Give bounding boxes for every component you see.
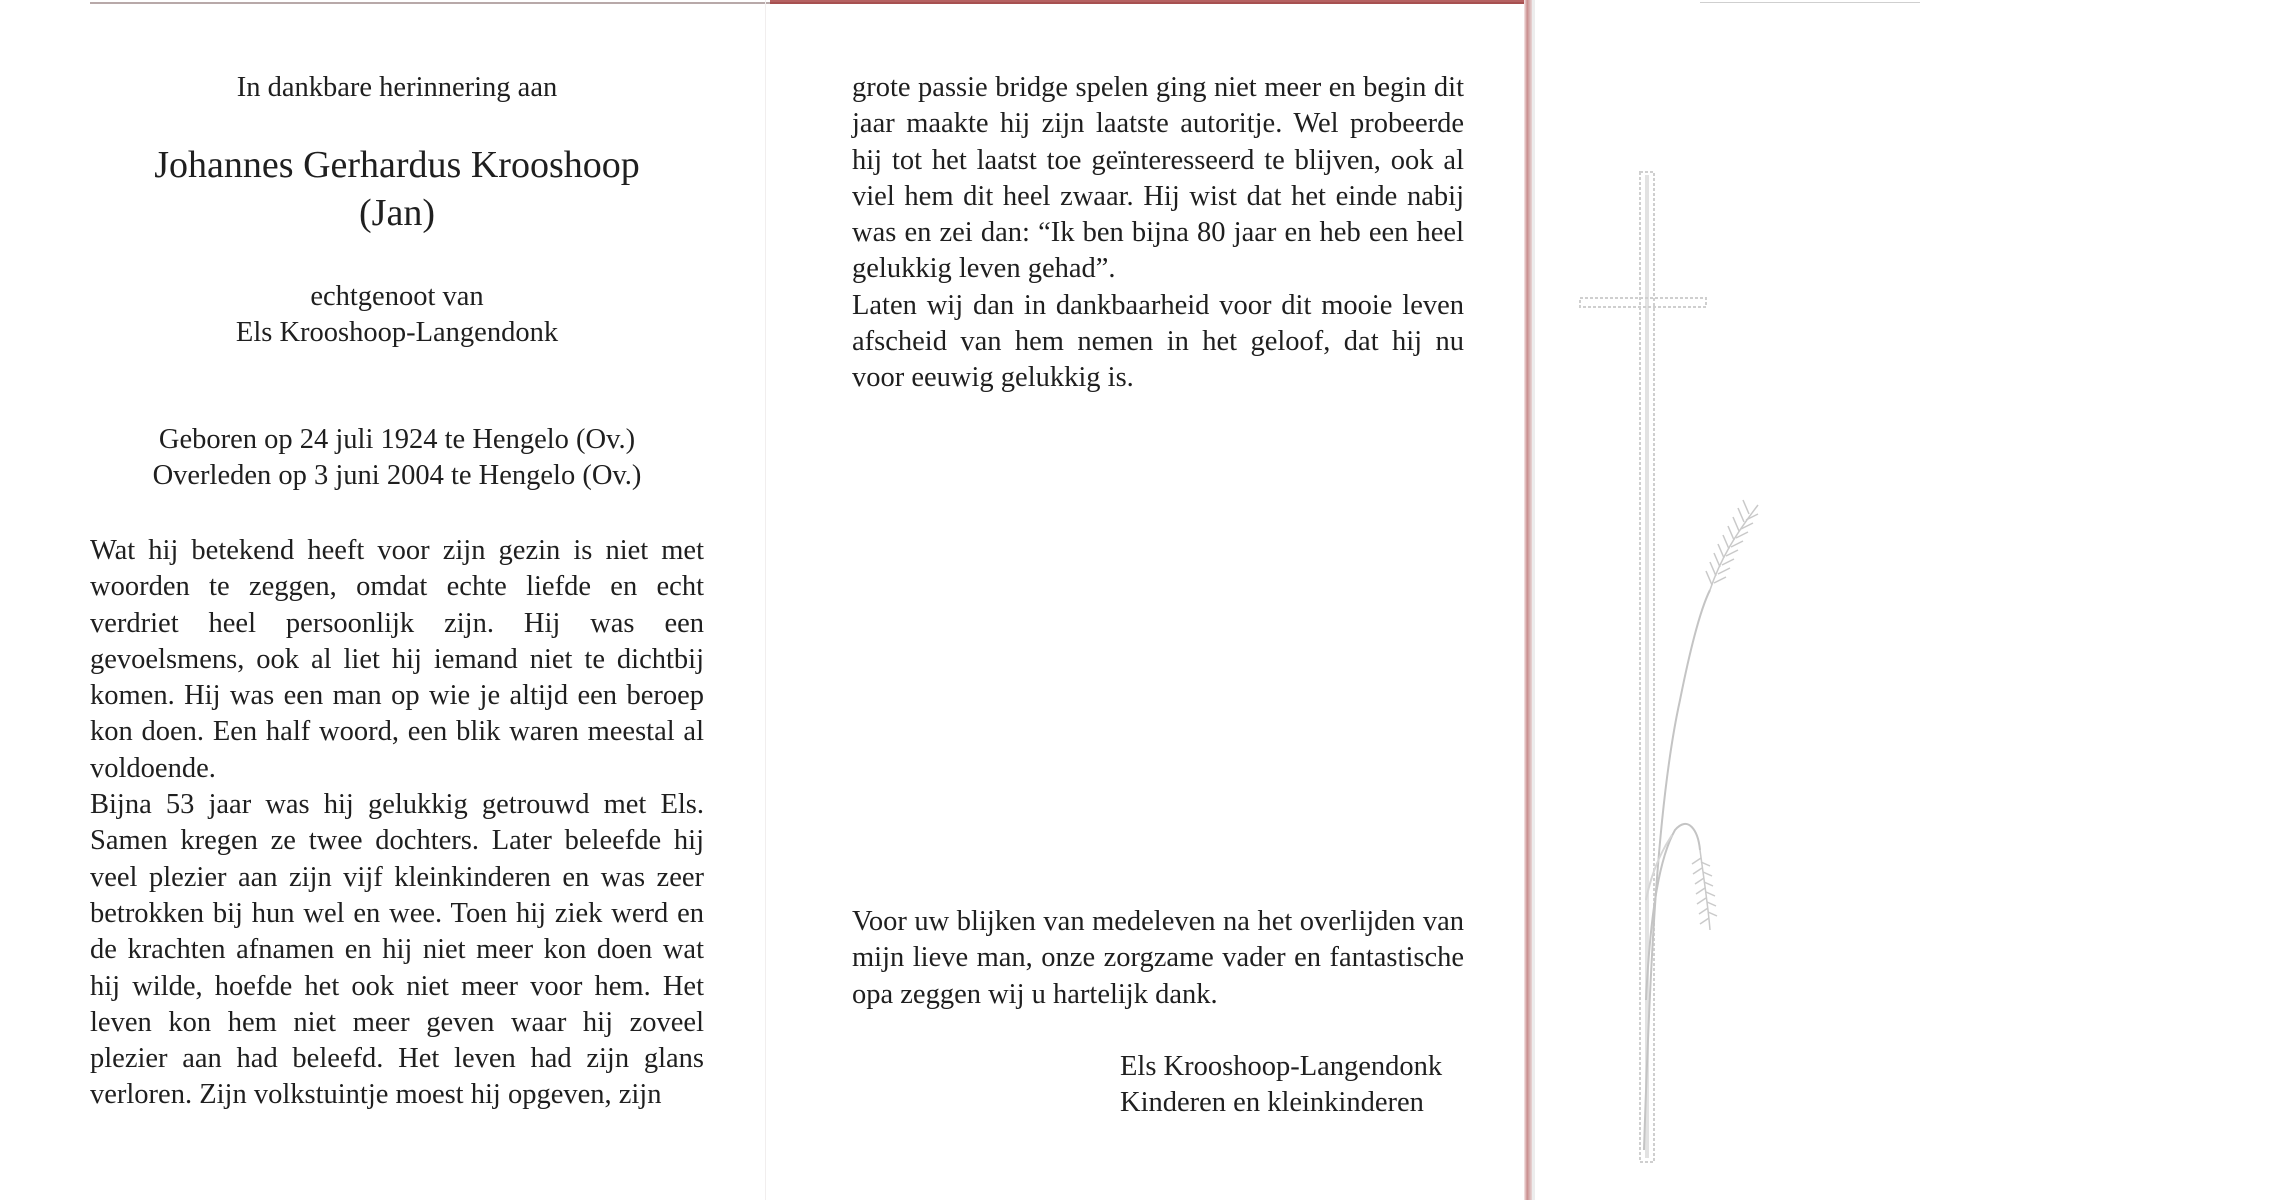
intro-text: In dankbare herinnering aan: [236, 72, 558, 103]
card-fold-edge: [1524, 0, 1532, 1200]
story-paragraph-1: Wat hij betekend heeft voor zijn gezin is niet met woorden te zeggen, omdat echte liefde en echt verdriet heel persoonlijk zijn. Hij was een gevoelsmens, ook al liet hij iemand niet te dichtbij komen. Hij was een man op wie je altijd een beroep kon doen. Een half woord, een blik waren meestal al voldoende.: [90, 535, 704, 784]
life-dates: [90, 422, 704, 495]
thank-you-text: Voor uw blijken van medeleven na het overlijden van mijn lieve man, onze zorgzame vader en fantastische opa zeggen wij u hartelijk dank.: [852, 906, 1464, 1010]
card-fold-shadow: [1532, 0, 1535, 1200]
cross-horizontal-beam: [1580, 298, 1706, 307]
signature-widow: Els Krooshoop-Langendonk: [1120, 1051, 1443, 1082]
deceased-full-name: Johannes Gerhardus Krooshoop: [154, 144, 640, 186]
story-paragraph-2: Bijna 53 jaar was hij gelukkig getrouwd met Els. Samen kregen ze twee dochters. Later beleefde hij veel plezier aan zijn vijf kleinkinderen en was zeer betrokken bij hun wel en wee. Toen hij ziek werd en de krachten afnamen en hij niet meer kon doen wat hij wilde, hoefde het ook niet meer voor hem. Het leven kon hem niet meer geven waar hij zoveel plezier aan had beleefd. Het leven had zijn glans verloren. Zijn volkstuintje moest hij opgeven, zijn: [90, 789, 704, 1111]
spouse-block: [90, 279, 704, 352]
life-story: [90, 533, 704, 1114]
cross-with-wheat-illustration: [1540, 0, 2288, 1200]
cover-panel: [1540, 0, 2288, 1200]
wheat-ear-1: [1706, 500, 1758, 590]
card-fold-line: [765, 0, 766, 1200]
wheat-ear-2: [1692, 850, 1717, 930]
signature-block: [1120, 1049, 1480, 1122]
spouse-label: echtgenoot van: [310, 281, 484, 312]
death-date: Overleden op 3 juni 2004 te Hengelo (Ov.): [152, 460, 642, 492]
deceased-name: [90, 141, 704, 237]
card-top-edge: [770, 0, 1530, 4]
continuation-paragraph-1: grote passie bridge spelen ging niet meer en begin dit jaar maakte hij zijn laatste autoritje. Wel probeerde hij tot het laatst toe geïnteresseerd te blijven, ook al viel hem dit heel zwaar. Hij wist dat het einde nabij was en zei dan: “Ik ben bijna 80 jaar en heb een heel gelukkig leven gehad”.: [852, 72, 1464, 285]
thank-you-note: [852, 904, 1464, 1013]
birth-date: Geboren op 24 juli 1924 te Hengelo (Ov.): [158, 424, 636, 455]
continuation-paragraph-2: Laten wij dan in dankbaarheid voor dit mooie leven afscheid van hem nemen in het geloof, dat hij nu voor eeuwig gelukkig is.: [852, 289, 1464, 394]
signature-family: Kinderen en kleinkinderen: [1120, 1087, 1424, 1119]
spouse-name: Els Krooshoop-Langendonk: [235, 317, 559, 349]
story-continuation: [852, 70, 1464, 397]
deceased-nickname: (Jan): [359, 192, 435, 234]
